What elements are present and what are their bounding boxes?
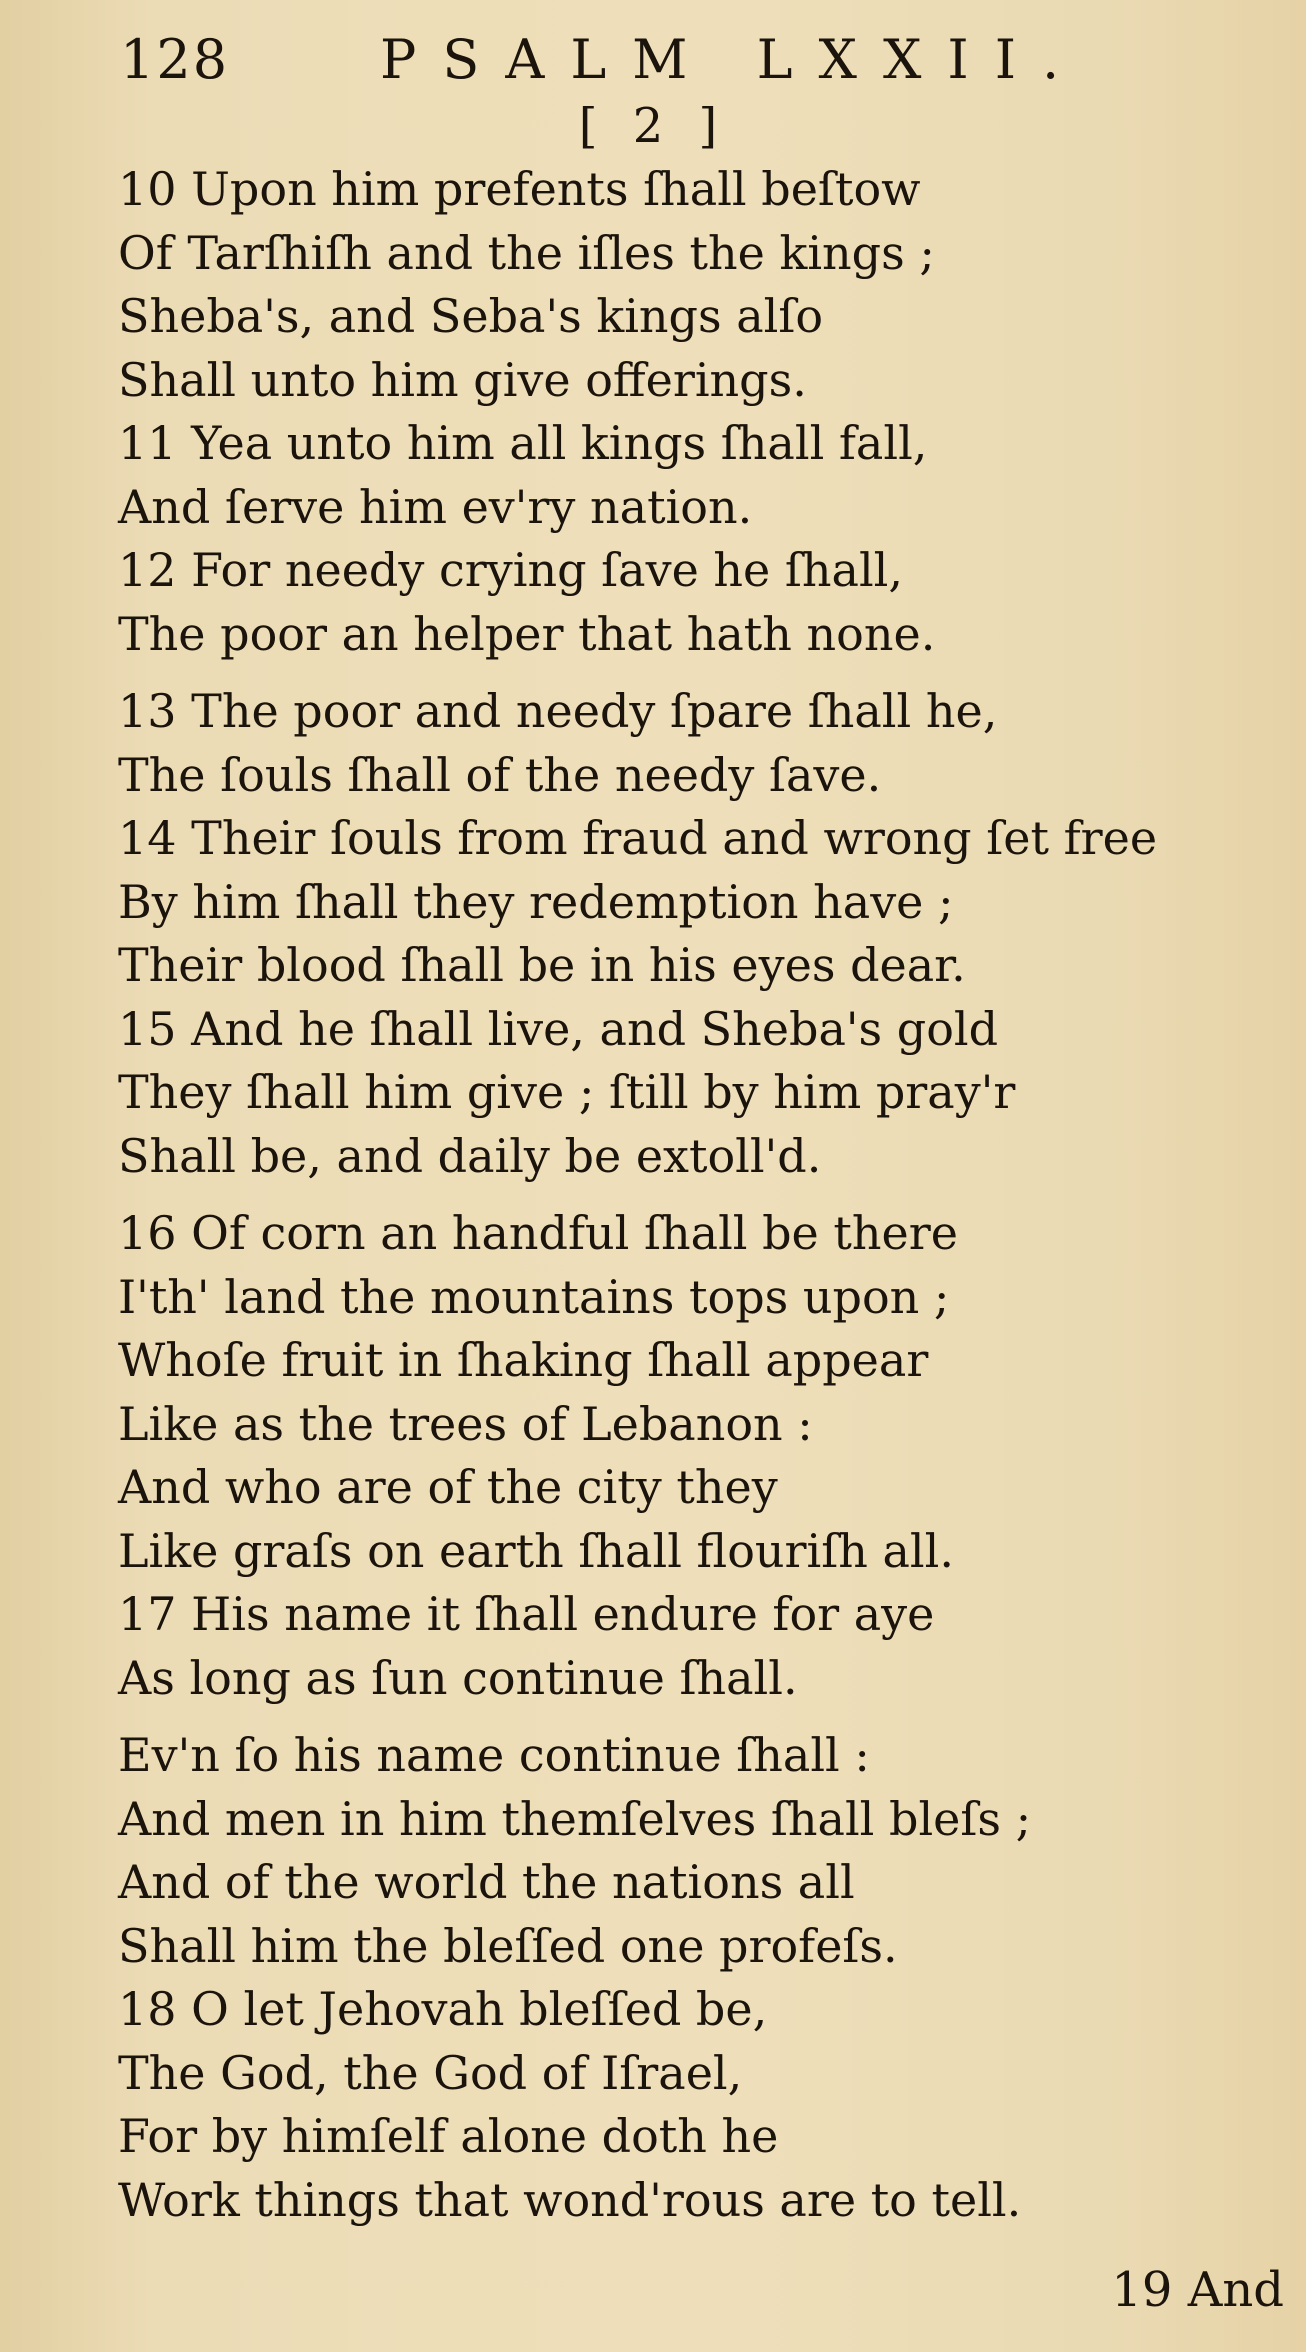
verse-line: I'th' land the mountains tops upon ;	[118, 1269, 950, 1324]
page-number: 128	[120, 28, 230, 91]
verse-line: 14 Their ſouls from fraud and wrong ſet free	[118, 811, 1158, 865]
stanza	[118, 158, 1198, 666]
stanza	[118, 1202, 1198, 1710]
verse-line: Sheba's, and Seba's kings alſo	[118, 289, 824, 343]
verse-line: The ſouls ſhall of the needy ſave.	[118, 747, 882, 802]
verse-line: 12 For needy crying ſave he ſhall,	[118, 543, 904, 597]
verse-line: The poor an helper that hath none.	[118, 606, 936, 661]
verse-line: By him ſhall they redemption have ;	[118, 874, 954, 929]
verse-line: Of Tarſhiſh and the iſles the kings ;	[118, 225, 935, 280]
stanza	[118, 680, 1198, 1188]
page-header	[0, 18, 1306, 91]
verse-line: Ev'n ſo his name continue ſhall :	[118, 1728, 870, 1782]
verse-line: 11 Yea unto him all kings ſhall fall,	[118, 416, 928, 470]
running-title: PSALM LXXII.	[380, 28, 1086, 91]
verse-line: Whoſe fruit in ſhaking ſhall appear	[118, 1333, 929, 1387]
verse-line: Work things that wond'rous are to tell.	[118, 2172, 1022, 2227]
verse-line: As long as ſun continue ſhall.	[118, 1650, 798, 1705]
verse-line: 15 And he ſhall live, and Sheba's gold	[118, 1001, 999, 1056]
verse-line: For by himſelf alone doth he	[118, 2109, 779, 2163]
verse-line: 16 Of corn an handful ſhall be there	[118, 1206, 958, 1260]
verse-line: And who are of the city they	[118, 1460, 778, 1514]
section-mark: [ 2 ]	[578, 98, 728, 154]
verse-line: Shall be, and daily be extoll'd.	[118, 1128, 822, 1183]
psalm-verses	[118, 158, 1198, 2246]
verse-line: 13 The poor and needy ſpare ſhall he,	[118, 684, 998, 738]
verse-line: The God, the God of Iſrael,	[118, 2045, 743, 2100]
verse-line: Like graſs on earth ſhall flouriſh all.	[118, 1523, 954, 1578]
verse-line: 18 O let Jehovah bleſſed be,	[118, 1982, 768, 2036]
verse-line: They ſhall him give ; ſtill by him pray'r	[118, 1065, 1016, 1119]
verse-line: 17 His name it ſhall endure for aye	[118, 1587, 935, 1641]
verse-line: Shall unto him give offerings.	[118, 352, 807, 407]
verse-line: 10 Upon him prefents ſhall beſtow	[118, 162, 921, 216]
catchword: 19 And	[1111, 2262, 1284, 2318]
verse-line: Shall him the bleſſed one profeſs.	[118, 1918, 898, 1973]
verse-line: And of the world the nations all	[118, 1855, 855, 1909]
verse-line: Like as the trees of Lebanon :	[118, 1396, 813, 1451]
stanza	[118, 1724, 1198, 2232]
verse-line: Their blood ſhall be in his eyes dear.	[118, 938, 966, 992]
verse-line: And men in him themſelves ſhall bleſs ;	[118, 1791, 1032, 1846]
verse-line: And ſerve him ev'ry nation.	[118, 479, 753, 534]
